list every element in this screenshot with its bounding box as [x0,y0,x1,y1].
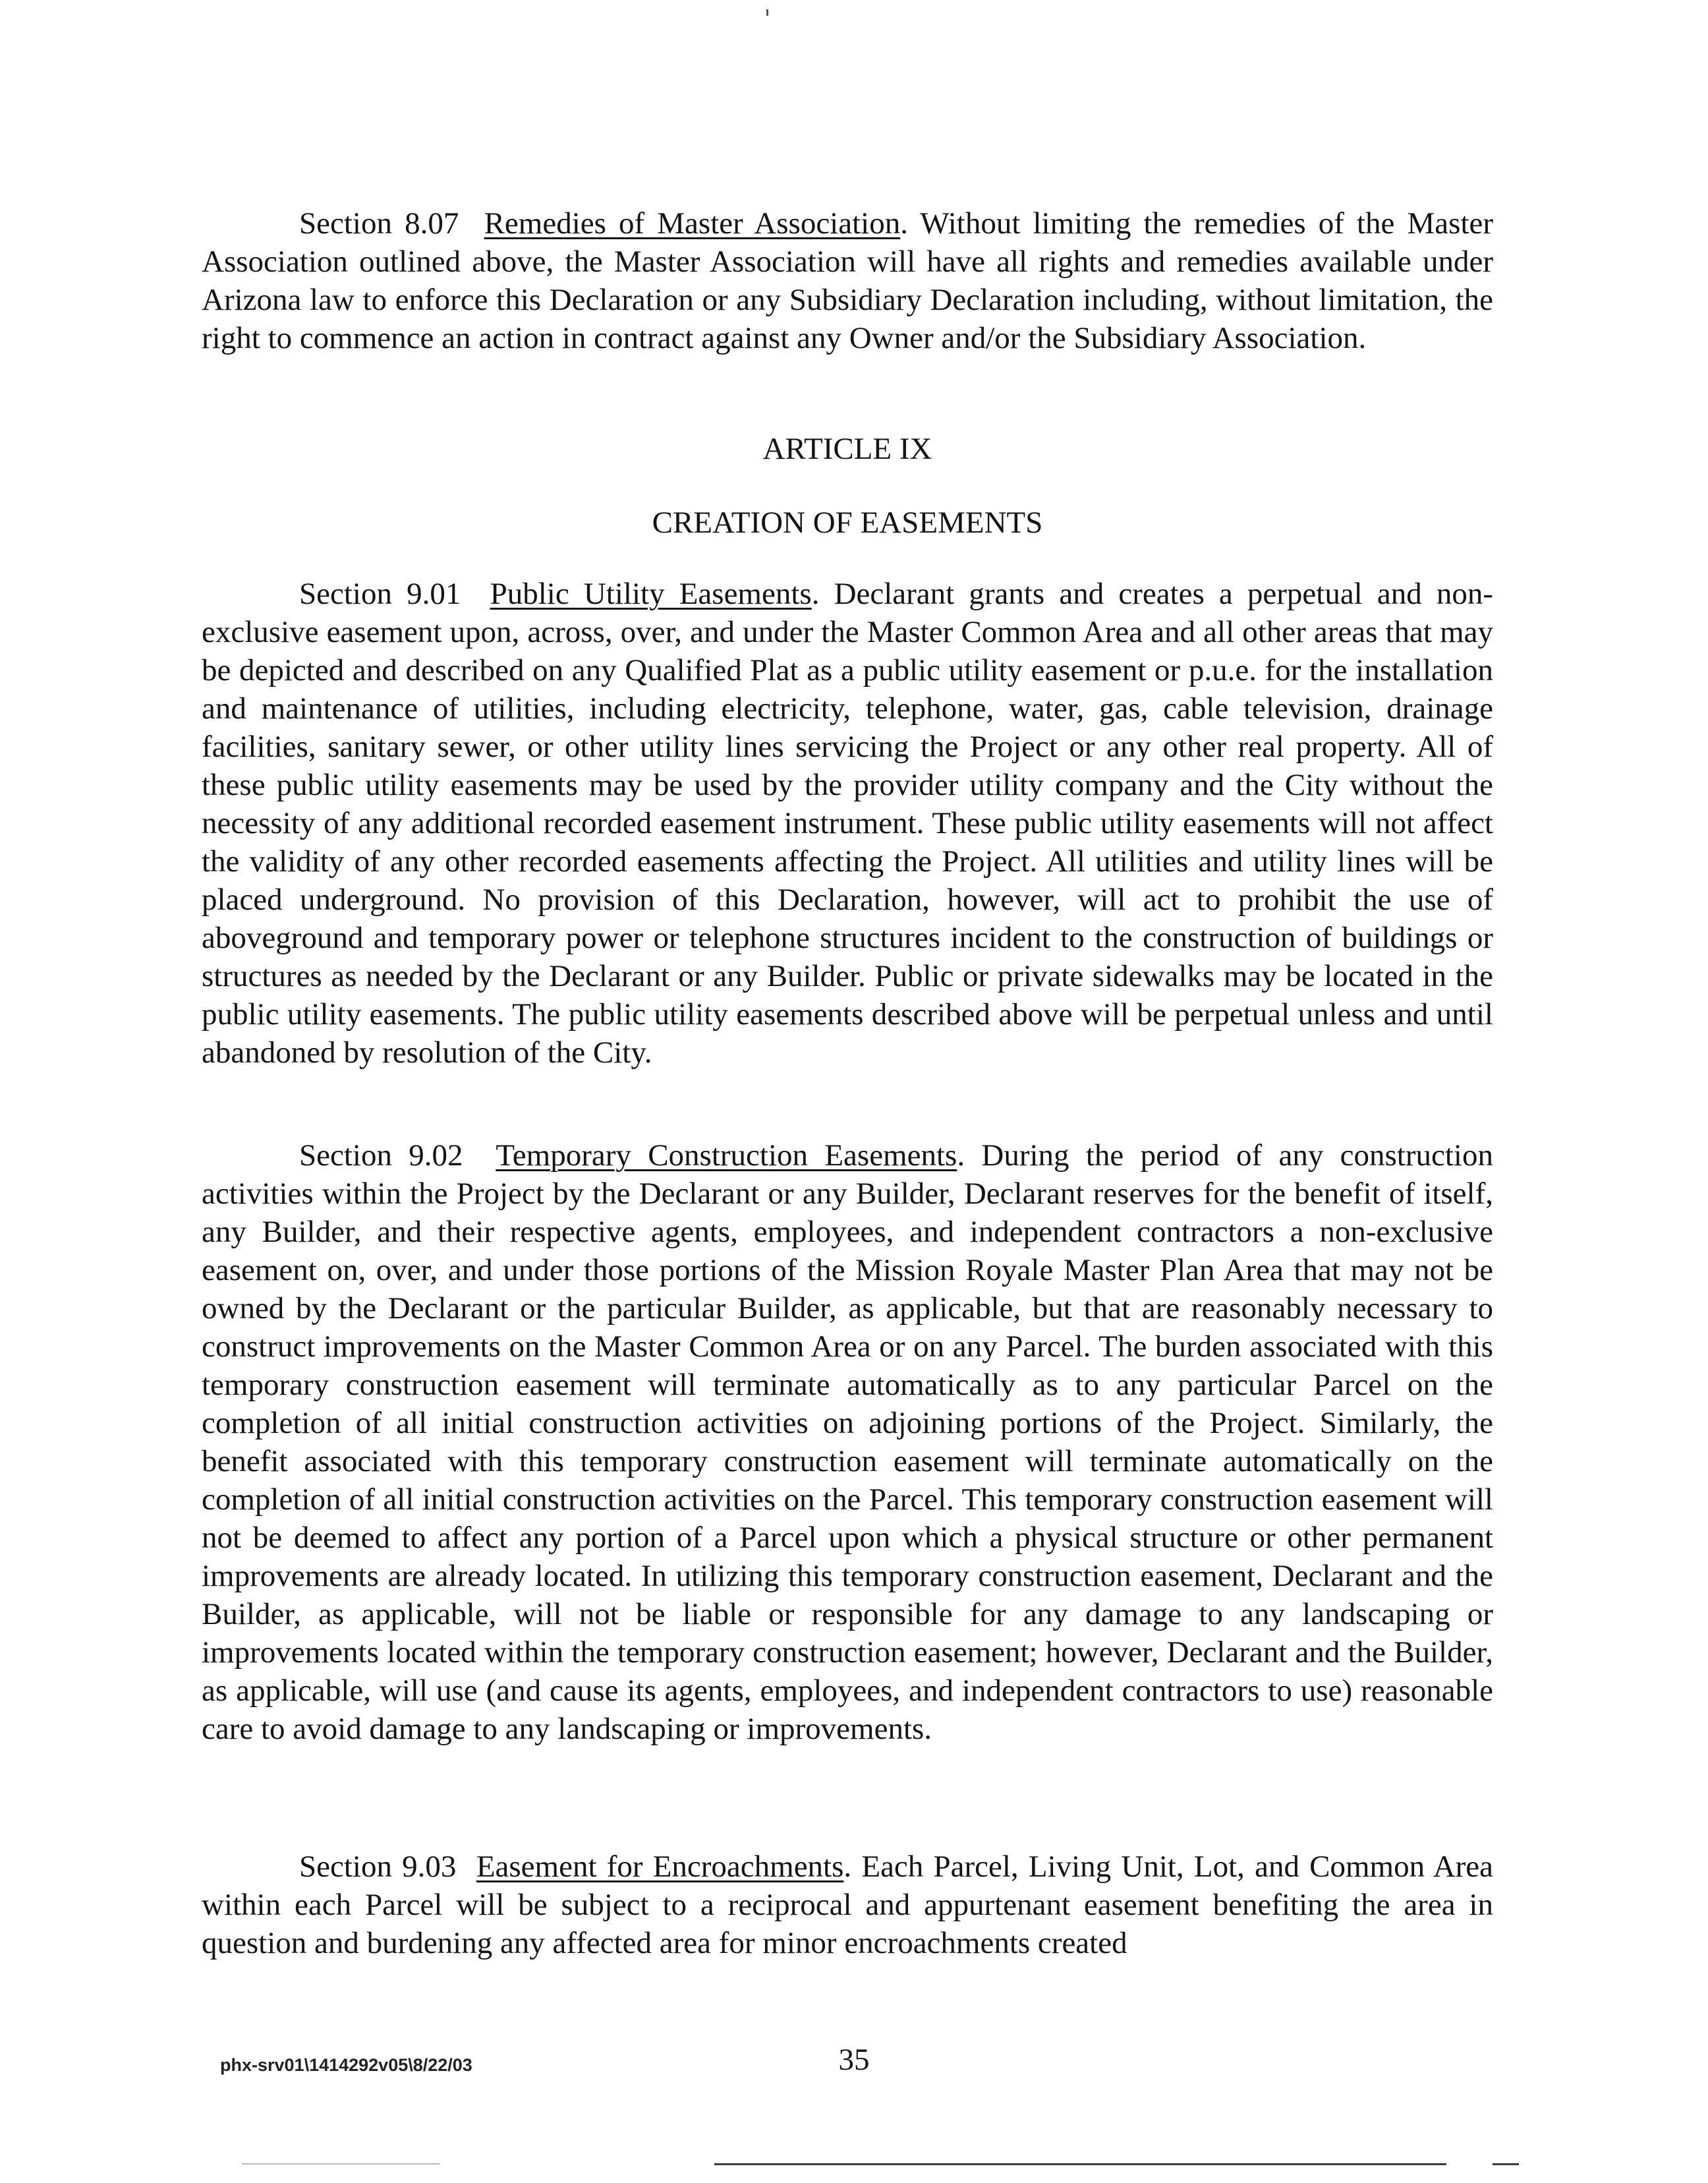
scan-edge-line [1493,2163,1519,2165]
section-9-01-title: Public Utility Easements [490,577,812,611]
section-8-07-text: . Without limiting the remedies of the Master Association outlined above, the Master Association will have all rights and remedies available under Arizona law to enforce this Declaration or any Subsidiary Declaration including, without limitation, the right to commence an action in contract against any Owner and/or the Subsidiary Association. [202,206,1494,355]
section-9-01-text: . Declarant grants and creates a perpetual and non-exclusive easement upon, across, over, and under the Master Common Area and all other areas that may be depicted and described on any Qualified Plat as a public utility easement or p.u.e. for the installation and maintenance of utilities, including electricity, telephone, water, gas, cable television, drainage facilities, sanitary sewer, or other utility lines servicing the Project or any other real property. All of these public utility easements may be used by the provider utility company and the City without the necessity of any additional recorded easement instrument. These public utility easements will not affect the validity of any other recorded easements affecting the Project. All utilities and utility lines will be placed underground. No provision of this Declaration, however, will act to prohibit the use of aboveground and temporary power or telephone structures incident to the construction of buildings or structures as needed by the Declarant or any Builder. Public or private sidewalks may be located in the public utility easements. The public utility easements described above will be perpetual unless and until abandoned by resolution of the City. [202,577,1493,1070]
article-number: ARTICLE IX [762,432,932,466]
section-9-03-number: Section 9.03 [299,1849,457,1884]
section-8-07-paragraph [202,204,1493,357]
section-9-02-number: Section 9.02 [299,1138,463,1173]
section-9-02-title: Temporary Construction Easements [496,1138,957,1173]
section-9-03-text: . Each Parcel, Living Unit, Lot, and Common Area within each Parcel will be subject to a reciprocal and appurtenant easement benefiting the area in question and burdening any affected area for minor encroachments created [202,1849,1494,1960]
section-8-07-number: Section 8.07 [299,206,459,241]
scan-speck [766,9,768,16]
article-title: CREATION OF EASEMENTS [652,506,1043,540]
section-9-01-paragraph [202,575,1493,1072]
scan-edge-line [242,2163,440,2165]
section-9-02-text: . During the period of any construction activities within the Project by the Declarant or any Builder, Declarant reserves for the benefit of itself, any Builder, and their respective agents, employees, and independent contractors a non-exclusive easement on, over, and under those portions of the Mission Royale Master Plan Area that may not be owned by the Declarant or the particular Builder, as applicable, but that are reasonably necessary to construct improvements on the Master Common Area or on any Parcel. The burden associated with this temporary construction easement will terminate automatically as to any particular Parcel on the completion of all initial construction activities on adjoining portions of the Project. Similarly, the benefit associated with this temporary construction easement will terminate automatically on the completion of all initial construction activities on the Parcel. This temporary construction easement will not be deemed to affect any portion of a Parcel upon which a physical structure or other permanent improvements are already located. In utilizing this temporary construction easement, Declarant and the Builder, as applicable, will not be liable or responsible for any damage to any landscaping or improvements located within the temporary construction easement; however, Declarant and the Builder, as applicable, will use (and cause its agents, employees, and independent contractors to use) reasonable care to avoid damage to any landscaping or improvements. [202,1138,1493,1746]
section-9-03-paragraph [202,1848,1493,1962]
section-9-03-title: Easement for Encroachments [476,1849,844,1884]
footer-document-id: phx-srv01\1414292v05\8/22/03 [220,2055,472,2075]
section-8-07-title: Remedies of Master Association [484,206,901,241]
scan-edge-line [714,2163,1446,2165]
section-9-02-paragraph [202,1136,1493,1748]
page-number: 35 [838,2043,870,2077]
section-9-01-number: Section 9.01 [299,577,461,611]
